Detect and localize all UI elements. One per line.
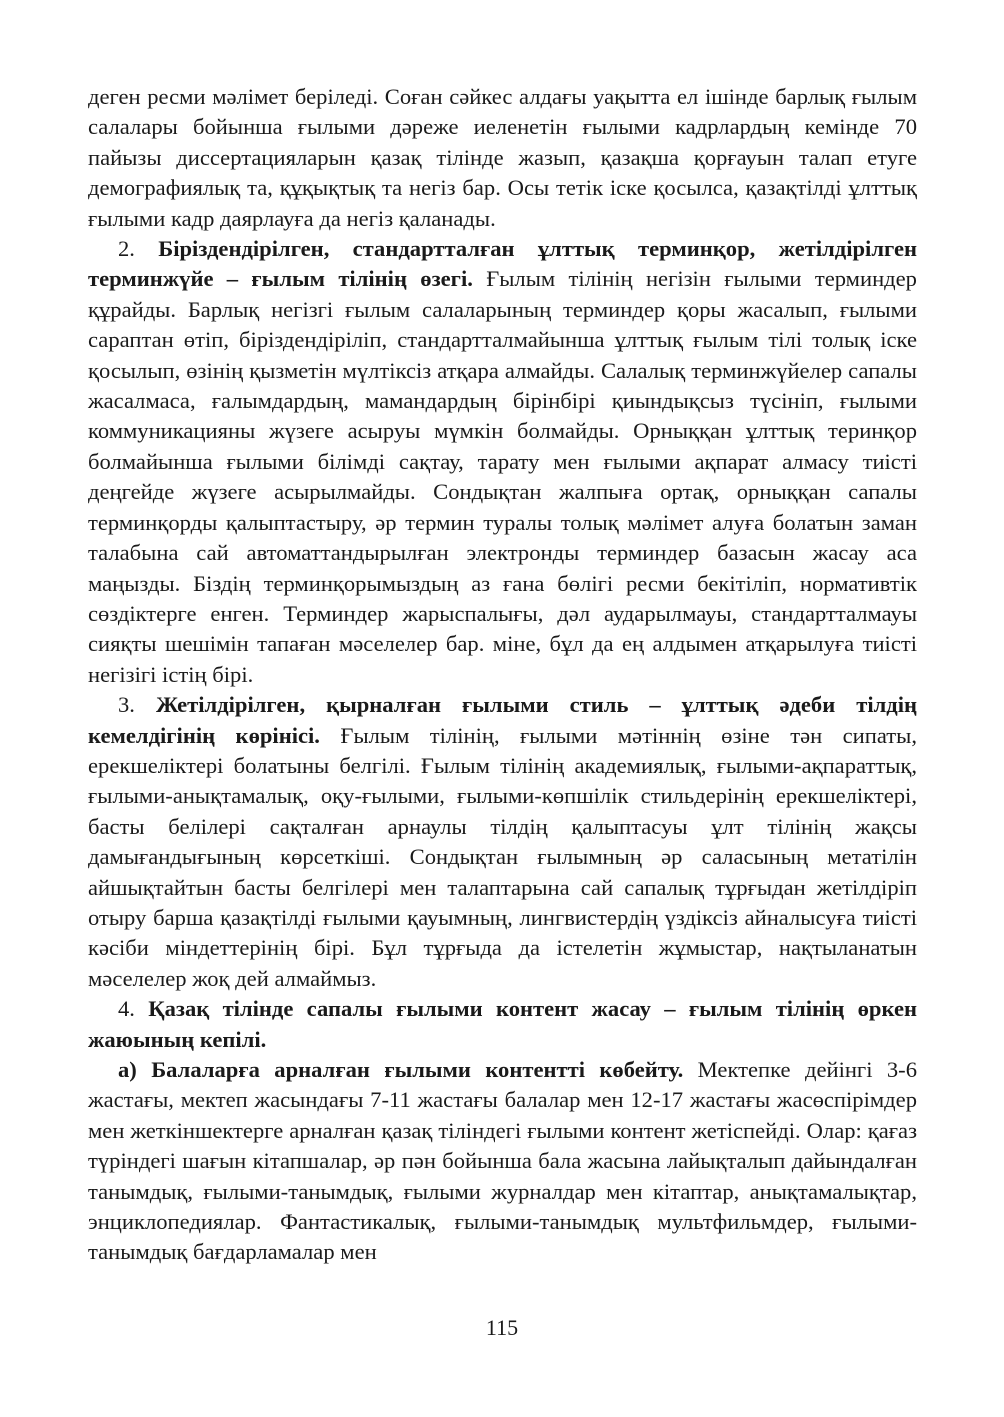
paragraph-text: Мектепке дейінгі 3-6 жастағы, мектеп жасындағы 7-11 жастағы балалар мен 12-17 жастағы жасөспірімдер мен жеткіншектерге арналған қазақ тіліндегі ғылыми контент жетіспейді. Олар: қағаз түріндегі шағын кітапшалар, әр пән бойынша бала жасына лайықталып дайындалған танымдық, ғылыми-танымдық, ғылыми журналдар мен кітаптар, анықтамалықтар, энциклопедиялар. Фантастикалық, ғылыми-танымдық мультфильмдер, ғылыми-танымдық бағдарламалар мен	[88, 1057, 917, 1265]
paragraph-intro	[88, 82, 917, 234]
paragraph-section-3	[88, 690, 917, 994]
section-heading: а) Балаларға арналған ғылыми контентті көбейту.	[118, 1057, 684, 1082]
paragraph-text: Ғылым тілінің, ғылыми мәтіннің өзіне тән сипаты, ерекшеліктері болатыны белгілі. Ғылым тілінің академиялық, ғылыми-ақпараттық, ғылыми-анықтамалық, оқу-ғылыми, ғылыми-көпшілік стильдерінің ерекшеліктері, басты белілері сақталған арнаулы тілдің қалыптасуы ұлт тілінің жақсы дамығандығының көрсеткіші. Сондықтан ғылымның әр саласының метатілін айшықтайтын басты белгілері мен талаптарына сай сапалық тұрғыдан жетілдіріп отыру барша қазақтілді ғылыми қауымның, лингвистердің үздіксіз айналысуға тиісті кәсіби міндеттерінің бірі. Бұл тұрғыда да істелетін жұмыстар, нақтыланатын мәселелер жоқ дей алмаймыз.	[88, 722, 917, 991]
section-heading: Қазақ тілінде сапалы ғылыми контент жасау – ғылым тілінің өркен жаюының кепілі.	[88, 996, 917, 1052]
section-heading: Жетілдірілген, қырналған ғылыми стиль – ұлттық әдеби тілдің кемелдігінің көрінісі.	[88, 692, 917, 748]
page-number: 115	[485, 1315, 519, 1340]
section-heading: Біріздендірілген, стандартталған ұлттық терминқор, жетілдірілген терминжүйе – ғылым тілінің өзегі.	[88, 236, 918, 292]
paragraph-text: деген ресми мәлімет беріледі. Соған сәйкес алдағы уақытта ел ішінде барлық ғылым салалары бойынша ғылыми дәреже иеленетін ғылыми кадрлардың кемінде 70 пайызы диссертацияларын қазақ тілінде жазып, қазақша қорғауын талап етуге демографиялық та, құқықтық та негіз бар. Осы тетік іске қосылса, қазақтілді ұлттық ғылыми кадр даярлауға да негіз қаланады.	[88, 84, 917, 231]
paragraph-section-2	[88, 234, 917, 690]
section-number: 3.	[118, 692, 135, 718]
page-body	[88, 82, 917, 1268]
paragraph-text: Ғылым тілінің негізін ғылыми терминдер құрайды. Барлық негізгі ғылым салаларының терминдер қоры жасалып, ғылыми сараптан өтіп, біріздендіріліп, стандартталмайынша ұлттық ғылым тілі толық іске қосылып, өзінің қызметін мүлтіксіз атқара алмайды. Салалық терминжүйелер сапалы жасалмаса, ғалымдардың, мамандардың бірінбірі қиындықсыз түсініп, ғылыми коммуникацияны жүзеге асыруы мүмкін болмайды. Орныққан ұлттық теринқор болмайынша ғылыми білімді сақтау, тарату мен ғылыми ақпарат алмасу тиісті деңгейде жүзеге асырылмайды. Сондықтан жалпыға ортақ, орныққан сапалы терминқорды қалыптастыру, әр термин туралы толық мәлімет алуға болатын заман талабына сай автоматтандырылған электронды терминдер базасын жасау аса маңызды. Біздің терминқорымыздың аз ғана бөлігі ресми бекітіліп, нормативтік сөздіктерге енген. Терминдер жарыспалығы, дәл аударылмауы, стандартталмауы сияқты шешімін тапаған мәселелер бар. міне, бұл да ең алдымен атқарылуға тиісті негізігі істің бірі.	[88, 266, 917, 687]
paragraph-section-4	[88, 994, 917, 1055]
section-number: 4.	[118, 996, 135, 1022]
section-number: 2.	[118, 236, 135, 262]
paragraph-section-4a	[88, 1055, 917, 1268]
